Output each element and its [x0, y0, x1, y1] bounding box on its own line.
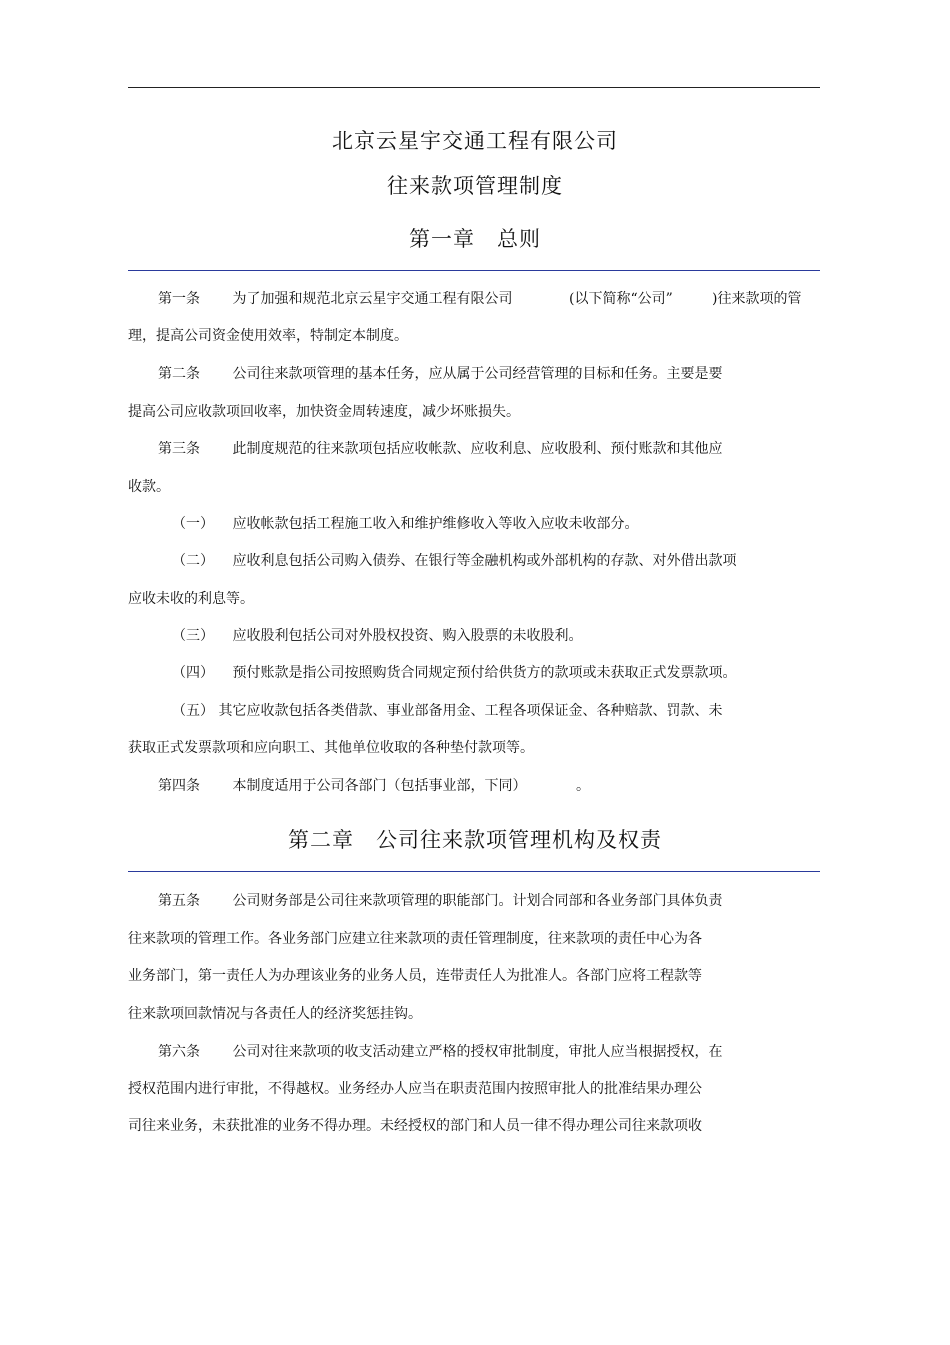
article-3-text: 此制度规范的往来款项包括应收帐款、应收利息、应收股利、预付账款和其他应 — [232, 441, 723, 457]
item-1 — [172, 514, 638, 534]
item-3-text: 应收股利包括公司对外股权投资、购入股票的未收股利。 — [232, 628, 583, 644]
article-1-text-a: 为了加强和规范北京云星宇交通工程有限公司 — [232, 291, 513, 307]
article-1-text-c: )往来款项的管 — [712, 291, 802, 307]
article-4-text: 本制度适用于公司各部门（包括事业部，下同） — [232, 778, 527, 794]
article-6-line1 — [158, 1042, 722, 1062]
item-5-label: （五） — [172, 703, 214, 719]
header-rule — [128, 87, 820, 88]
item-1-text: 应收帐款包括工程施工收入和维护维修收入等收入应收未收部分。 — [232, 516, 639, 532]
article-1-line2: 理，提高公司资金使用效率，特制定本制度。 — [128, 328, 408, 344]
article-5-line3: 业务部门，第一责任人为办理该业务的业务人员，连带责任人为批准人。各部门应将工程款等 — [128, 968, 702, 984]
article-1-label: 第一条 — [158, 291, 200, 307]
article-1-line1 — [158, 289, 512, 309]
article-2-line2: 提高公司应收款项回收率，加快资金周转速度，减少坏账损失。 — [128, 404, 520, 420]
article-4-end: 。 — [576, 778, 590, 794]
article-1-text-b: (以下简称“公司” — [569, 291, 673, 307]
item-4-text: 预付账款是指公司按照购货合同规定预付给供货方的款项或未获取正式发票款项。 — [232, 665, 737, 681]
item-2-label: （二） — [172, 553, 214, 569]
document-title: 往来款项管理制度 — [387, 174, 563, 198]
article-5-line1 — [158, 891, 722, 911]
item-2 — [172, 551, 736, 571]
item-2-line2: 应收未收的利息等。 — [128, 591, 254, 607]
article-5-line2: 往来款项的管理工作。各业务部门应建立往来款项的责任管理制度，往来款项的责任中心为各 — [128, 931, 702, 947]
article-5-line4: 往来款项回款情况与各责任人的经济奖惩挂钩。 — [128, 1006, 422, 1022]
article-6-text: 公司对往来款项的收支活动建立严格的授权审批制度，审批人应当根据授权，在 — [232, 1044, 723, 1060]
article-6-line2: 授权范围内进行审批，不得越权。业务经办人应当在职责范围内按照审批人的批准结果办理公 — [128, 1081, 702, 1097]
article-2-line1 — [158, 364, 722, 384]
chapter1-title: 第一章 总则 — [409, 227, 541, 251]
item-2-text: 应收利息包括公司购入债券、在银行等金融机构或外部机构的存款、对外借出款项 — [232, 553, 737, 569]
item-5-line2: 获取正式发票款项和应向职工、其他单位收取的各种垫付款项等。 — [128, 740, 534, 756]
article-6-label: 第六条 — [158, 1044, 200, 1060]
article-4-line1 — [158, 776, 526, 796]
item-1-label: （一） — [172, 516, 214, 532]
chapter1-rule — [128, 270, 820, 271]
article-4-label: 第四条 — [158, 778, 200, 794]
item-5-text: 其它应收款包括各类借款、事业部备用金、工程各项保证金、各种赔款、罚款、未 — [218, 703, 723, 719]
article-5-text: 公司财务部是公司往来款项管理的职能部门。计划合同部和各业务部门具体负责 — [232, 893, 723, 909]
article-3-line2: 收款。 — [128, 479, 170, 495]
article-2-text: 公司往来款项管理的基本任务，应从属于公司经营管理的目标和任务。主要是要 — [232, 366, 723, 382]
article-3-line1 — [158, 439, 722, 459]
article-1-line1-b — [569, 289, 673, 309]
chapter2-title: 第二章 公司往来款项管理机构及权责 — [288, 828, 662, 852]
item-5 — [172, 701, 722, 721]
chapter2-rule — [128, 871, 820, 872]
article-5-label: 第五条 — [158, 893, 200, 909]
item-3 — [172, 626, 582, 646]
article-3-label: 第三条 — [158, 441, 200, 457]
article-1-line1-c — [712, 289, 801, 309]
company-name: 北京云星宇交通工程有限公司 — [332, 129, 618, 153]
article-2-label: 第二条 — [158, 366, 200, 382]
item-4 — [172, 663, 736, 683]
item-4-label: （四） — [172, 665, 214, 681]
item-3-label: （三） — [172, 628, 214, 644]
article-6-line3: 司往来业务，未获批准的业务不得办理。未经授权的部门和人员一律不得办理公司往来款项收 — [128, 1118, 702, 1134]
